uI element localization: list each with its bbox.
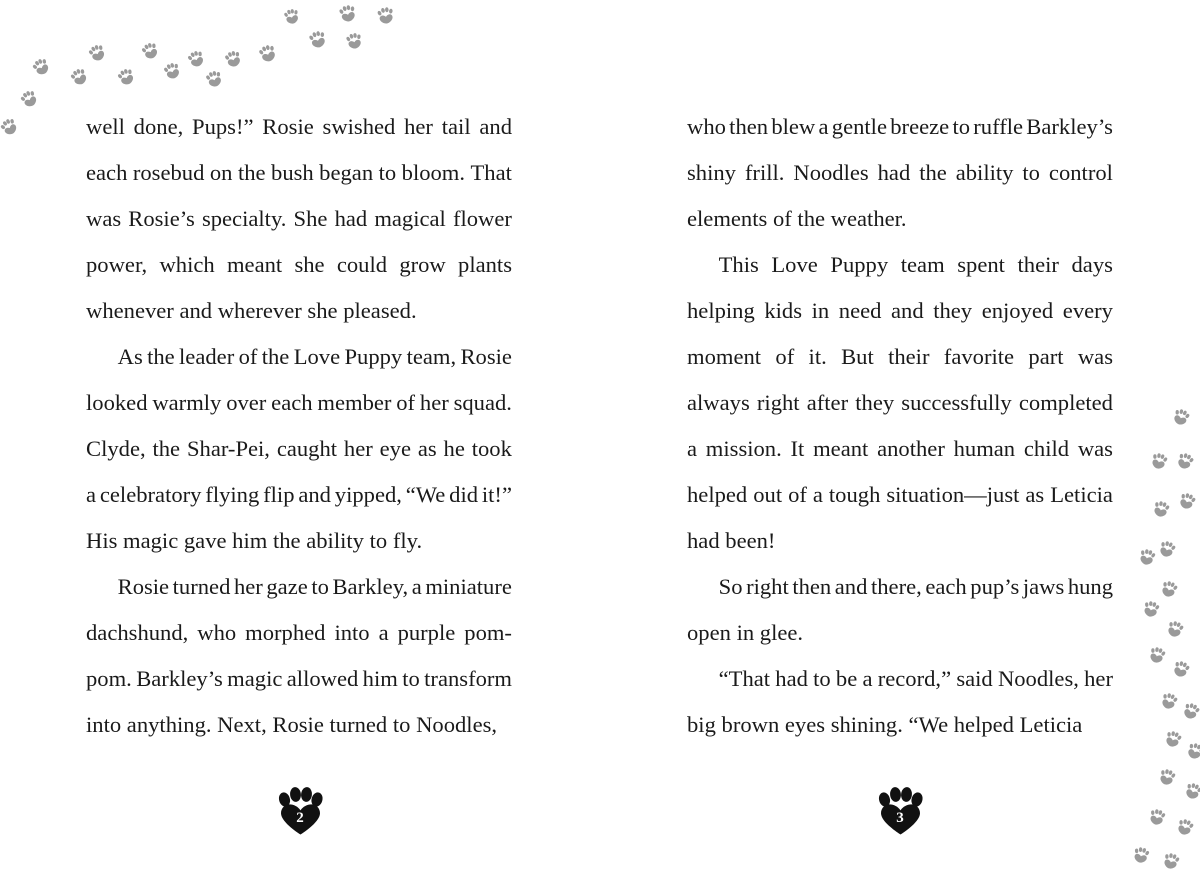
left-page-text-column (86, 104, 512, 748)
text-line: So right then and there, each pup’s jaws hung (718, 574, 1113, 599)
text-line: His magic gave him the ability to fly. (86, 528, 423, 553)
right-page-folio (873, 784, 927, 836)
text-line: into anything. Next, Rosie turned to Noodles, (86, 712, 498, 737)
text-line: This Love Puppy team spent their days (718, 252, 1113, 277)
text-line: “That had to be a record,” said Noodles, her (718, 666, 1113, 691)
paragraph (687, 564, 1113, 656)
text-line: elements of the weather. (687, 206, 907, 231)
text-line: helping kids in need and they enjoyed every (687, 298, 1113, 323)
text-line: well done, Pups!” Rosie swished her tail and (86, 114, 512, 139)
text-line: looked warmly over each member of her squad. (86, 390, 512, 415)
paragraph (687, 656, 1113, 748)
text-line: dachshund, who morphed into a purple pom- (86, 620, 512, 645)
text-line: who then blew a gentle breeze to ruffle Barkley’s (687, 114, 1113, 139)
right-page-number: 3 (896, 810, 904, 826)
text-line: a celebratory flying flip and yipped, “We did it!” (86, 482, 512, 507)
text-line: Rosie turned her gaze to Barkley, a miniature (117, 574, 512, 599)
text-line: big brown eyes shining. “We helped Leticia (687, 712, 1083, 737)
text-line: moment of it. But their favorite part was (687, 344, 1113, 369)
text-line: As the leader of the Love Puppy team, Rosie (117, 344, 512, 369)
text-line: open in glee. (687, 620, 804, 645)
right-page (600, 0, 1200, 872)
left-page-folio (273, 784, 327, 836)
paragraph (687, 104, 1113, 242)
right-page-text-column (687, 104, 1113, 748)
text-line: helped out of a tough situation—just as Leticia (687, 482, 1113, 507)
text-line: each rosebud on the bush began to bloom. That (86, 160, 512, 185)
text-line: power, which meant she could grow plants (86, 252, 512, 277)
text-line: was Rosie’s specialty. She had magical flower (86, 206, 512, 231)
text-line: whenever and wherever she pleased. (86, 298, 417, 323)
paragraph (86, 104, 512, 334)
text-line: shiny frill. Noodles had the ability to control (687, 160, 1113, 185)
text-line: Clyde, the Shar-Pei, caught her eye as he took (86, 436, 512, 461)
text-line: a mission. It meant another human child was (687, 436, 1113, 461)
text-line: always right after they successfully completed (687, 390, 1113, 415)
paragraph (687, 242, 1113, 564)
text-line: pom. Barkley’s magic allowed him to transform (86, 666, 512, 691)
paragraph (86, 334, 512, 564)
left-page-number: 2 (296, 810, 304, 826)
paragraph (86, 564, 512, 748)
text-line: had been! (687, 528, 776, 553)
